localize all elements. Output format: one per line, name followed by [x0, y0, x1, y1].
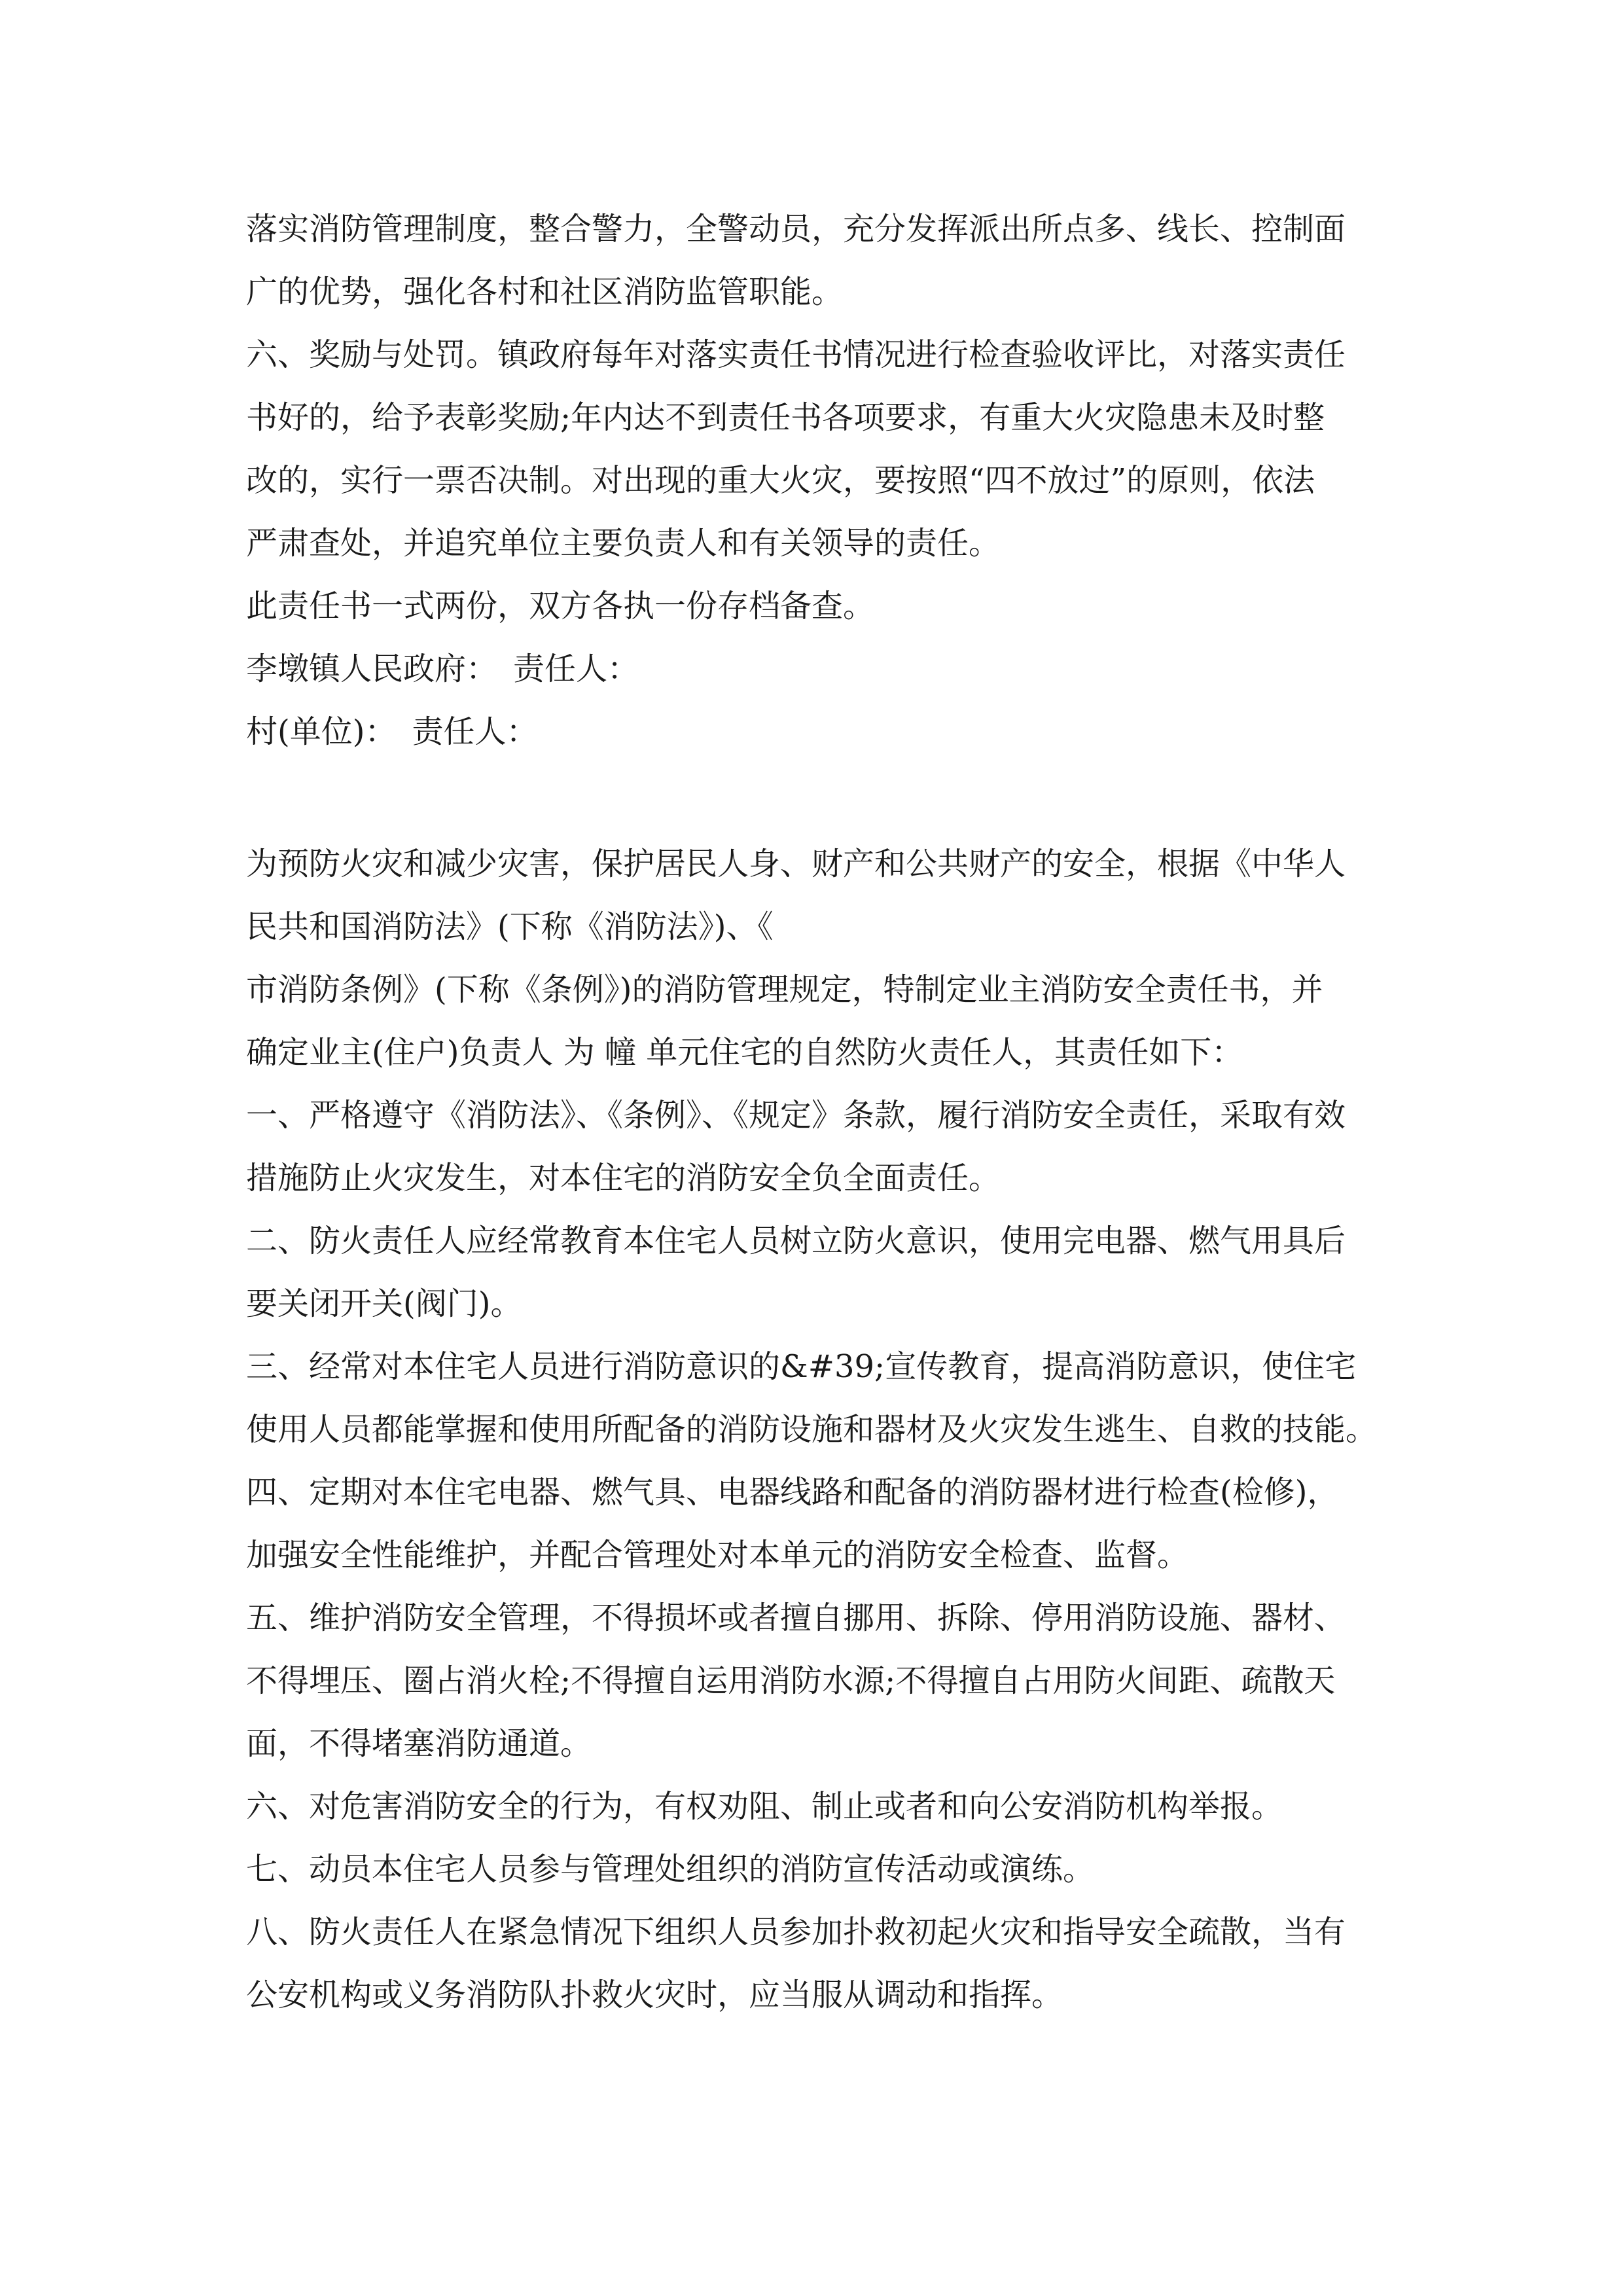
text-line: 面，不得堵塞消防通道。: [246, 1725, 592, 1762]
text-line: 确定业主(住户)负责人 为 幢 单元住宅的自然防火责任人，其责任如下：: [246, 1034, 1243, 1071]
text-line: 四、定期对本住宅电器、燃气具、电器线路和配备的消防器材进行检查(检修)，: [246, 1474, 1339, 1511]
text-line: 民共和国消防法》(下称《消防法》)、《: [246, 908, 774, 945]
text-line: 公安机构或义务消防队扑救火灾时，应当服从调动和指挥。: [246, 1977, 1063, 2013]
text-line: 书好的，给予表彰奖励;年内达不到责任书各项要求，有重大火灾隐患未及时整: [246, 399, 1325, 436]
signature-line-village: 村(单位)： 责任人：: [246, 713, 538, 750]
text-line: 六、奖励与处罚。镇政府每年对落实责任书情况进行检查验收评比，对落实责任: [246, 336, 1346, 373]
text-line: 落实消防管理制度，整合警力，全警动员，充分发挥派出所点多、线长、控制面: [246, 211, 1346, 247]
text-line: 严肃查处，并追究单位主要负责人和有关领导的责任。: [246, 525, 1001, 562]
text-line: 市消防条例》(下称《条例》)的消防管理规定，特制定业主消防安全责任书，并: [246, 971, 1323, 1008]
text-line: 八、防火责任人在紧急情况下组织人员参加扑救初起火灾和指导安全疏散，当有: [246, 1914, 1346, 1950]
text-line: 六、对危害消防安全的行为，有权劝阻、制止或者和向公安消防机构举报。: [246, 1788, 1283, 1825]
text-line: 五、维护消防安全管理，不得损坏或者擅自挪用、拆除、停用消防设施、器材、: [246, 1600, 1346, 1636]
text-line: 改的，实行一票否决制。对出现的重大火灾，要按照“四不放过”的原则，依法: [246, 462, 1315, 499]
text-line: 一、严格遵守《消防法》、《条例》、《规定》条款，履行消防安全责任，采取有效: [246, 1097, 1346, 1134]
signature-line-government: 李墩镇人民政府： 责任人：: [246, 651, 639, 687]
text-line: 加强安全性能维护，并配合管理处对本单元的消防安全检查、监督。: [246, 1537, 1189, 1573]
text-line: 要关闭开关(阀门)。: [246, 1285, 522, 1322]
text-line: 三、经常对本住宅人员进行消防意识的&#39;宣传教育，提高消防意识，使住宅: [246, 1348, 1357, 1385]
text-line: 二、防火责任人应经常教育本住宅人员树立防火意识，使用完电器、燃气用具后: [246, 1223, 1346, 1259]
text-line: 措施防止火灾发生，对本住宅的消防安全负全面责任。: [246, 1160, 1001, 1196]
text-line: 为预防火灾和减少灾害，保护居民人身、财产和公共财产的安全，根据《中华人: [246, 846, 1346, 882]
text-line: 广的优势，强化各村和社区消防监管职能。: [246, 274, 844, 310]
text-line: 此责任书一式两份，双方各执一份存档备查。: [246, 588, 875, 624]
text-line: 不得埋压、圈占消火栓;不得擅自运用消防水源;不得擅自占用防火间距、疏散天: [246, 1662, 1336, 1699]
text-line: 七、动员本住宅人员参与管理处组织的消防宣传活动或演练。: [246, 1851, 1095, 1888]
text-line: 使用人员都能掌握和使用所配备的消防设施和器材及火灾发生逃生、自救的技能。: [246, 1411, 1378, 1448]
